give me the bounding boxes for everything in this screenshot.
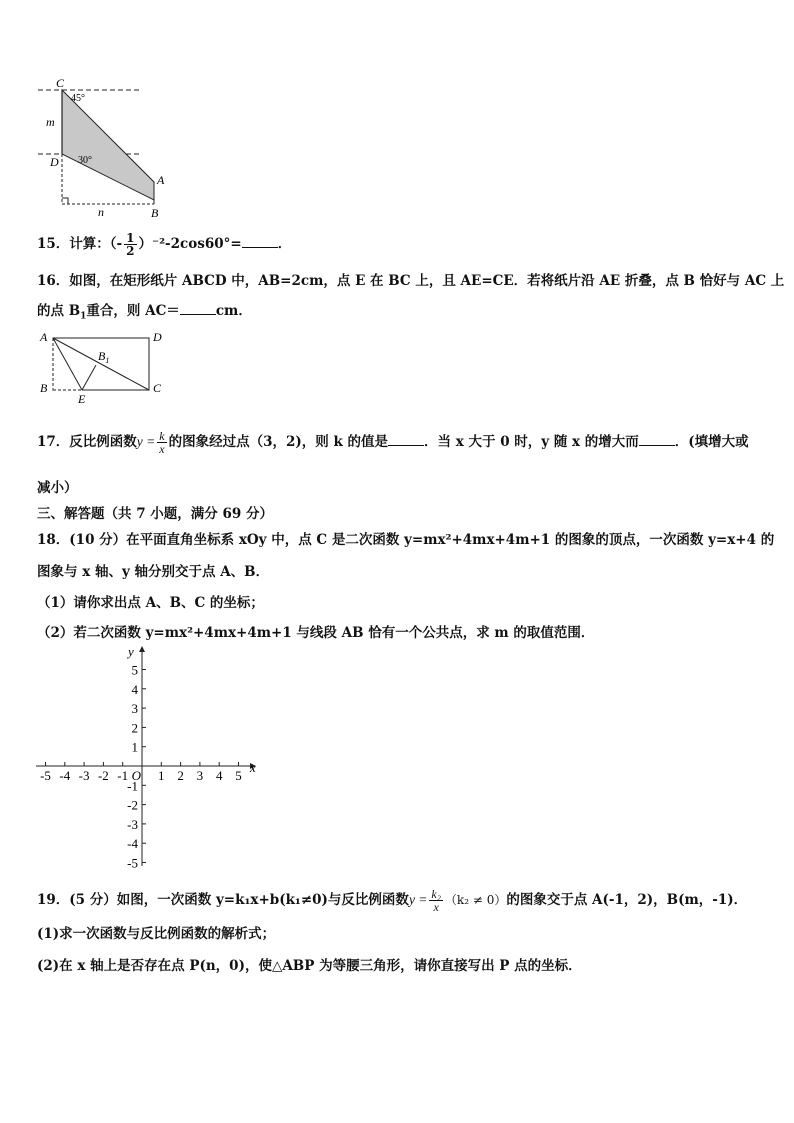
x-tick-label: -5	[40, 768, 51, 783]
question-19: 19．(5 分）如图，一次函数 y=k₁x+b(k₁≠0)与反比例函数y = $\frac{\text{k₂}}{x}$ （k₂ ≠ 0）的图象交于点 A(-1，2)，B(m，-1)．	[37, 887, 748, 914]
question-18-part-2: （2）若二次函数 y=mx²+4mx+4m+1 与线段 AB 恰有一个公共点，求 m 的取值范围．	[37, 625, 595, 641]
y-tick-label: 5	[131, 662, 138, 678]
y-tick-label: -2	[127, 797, 138, 813]
x-tick-label: -2	[97, 768, 109, 783]
question-18-part-1: （1）请你求出点 A、B、C 的坐标；	[37, 595, 264, 611]
rectangle-figure	[36, 328, 166, 406]
x-tick-label: -4	[59, 768, 71, 783]
x-tick-label: 5	[235, 768, 242, 783]
fig2-label-a: A	[40, 330, 48, 344]
y-tick-label: 2	[131, 720, 138, 736]
y-tick-label: -5	[127, 855, 138, 871]
question-17: 17．反比例函数y = $\frac{k}{x}$ 的图象经过点（3，2)，则 k 的值是 ．当 x 大于 0 时，y 随 x 的增大而 ．(填增大或	[37, 429, 749, 456]
q19-fraction: $\frac{\text{k₂}}{x}$	[431, 887, 441, 914]
section-3-title: 三、解答题（共 7 小题，满分 69 分）	[37, 506, 273, 522]
y-tick-label: 4	[131, 681, 138, 697]
q17-answer-blank-1[interactable]	[388, 433, 424, 446]
x-tick-label: 2	[177, 768, 184, 783]
fig2-label-d: D	[153, 330, 162, 344]
question-19-part-1: (1)求一次函数与反比例函数的解析式；	[37, 926, 276, 942]
y-tick-label: -4	[127, 836, 138, 852]
y-tick-label: -1	[127, 778, 138, 794]
fig1-label-d: D	[50, 155, 59, 169]
fig2-label-b: B	[40, 381, 48, 395]
fig1-angle-45: 45°	[71, 93, 85, 104]
y-tick-label: 1	[131, 739, 138, 755]
x-tick-label: -3	[78, 768, 90, 783]
question-18-line-2: 图象与 x 轴、y 轴分别交于点 A、B．	[37, 564, 270, 580]
question-16-line-2: 的点 $B_1$重合，则 AC＝ cm．	[37, 303, 252, 322]
q17-fraction: $\frac{k}{x}$	[159, 429, 165, 456]
x-axis-label: x	[250, 760, 256, 775]
x-tick-label: 4	[215, 768, 223, 783]
fig1-label-a: A	[157, 173, 165, 187]
fig1-label-n: n	[98, 205, 104, 219]
q15-fraction: $\frac{1}{2}$	[126, 231, 135, 258]
y-tick-label: 3	[131, 701, 138, 717]
x-tick-label: 3	[196, 768, 204, 783]
origin-label: O	[131, 768, 141, 783]
question-18-line-1: 18．(10 分）在平面直角坐标系 xOy 中，点 C 是二次函数 y=mx²+4mx+4m+1 的图象的顶点，一次函数 y=x+4 的	[37, 532, 775, 548]
x-tick-label: 1	[158, 768, 165, 783]
question-16-line-1: 16．如图，在矩形纸片 ABCD 中，AB=2cm，点 E 在 BC 上，且 AE=CE．若将纸片沿 AE 折叠，点 B 恰好与 AC 上	[37, 273, 785, 289]
coordinate-grid	[28, 644, 268, 876]
y-tick-label: -3	[127, 816, 138, 832]
fig1-label-b: B	[151, 206, 159, 220]
q15-answer-blank[interactable]	[242, 235, 278, 248]
fig2-label-c: C	[153, 381, 162, 395]
q16-answer-blank[interactable]	[180, 302, 216, 315]
fig2-label-e: E	[78, 392, 86, 406]
y-axis-arrow	[139, 646, 145, 652]
question-17-line-2: 减小）	[37, 480, 78, 496]
fig1-label-c: C	[56, 76, 65, 90]
fig1-label-m: m	[46, 115, 55, 129]
fig2-label-b1: $B_1$	[98, 349, 110, 365]
x-tick-label: -1	[117, 768, 129, 783]
fig1-angle-30: 30°	[78, 155, 92, 166]
y-axis-label: y	[128, 644, 134, 659]
question-19-part-2: (2)在 x 轴上是否存在点 P(n，0)，使△ABP 为等腰三角形，请你直接写出 P 点的坐标．	[37, 958, 582, 974]
folding-figure	[36, 74, 176, 224]
q17-answer-blank-2[interactable]	[639, 433, 675, 446]
question-15: 15．计算：（- $\frac{1}{2}$ ）⁻²-2cos60°= ．	[37, 231, 292, 258]
